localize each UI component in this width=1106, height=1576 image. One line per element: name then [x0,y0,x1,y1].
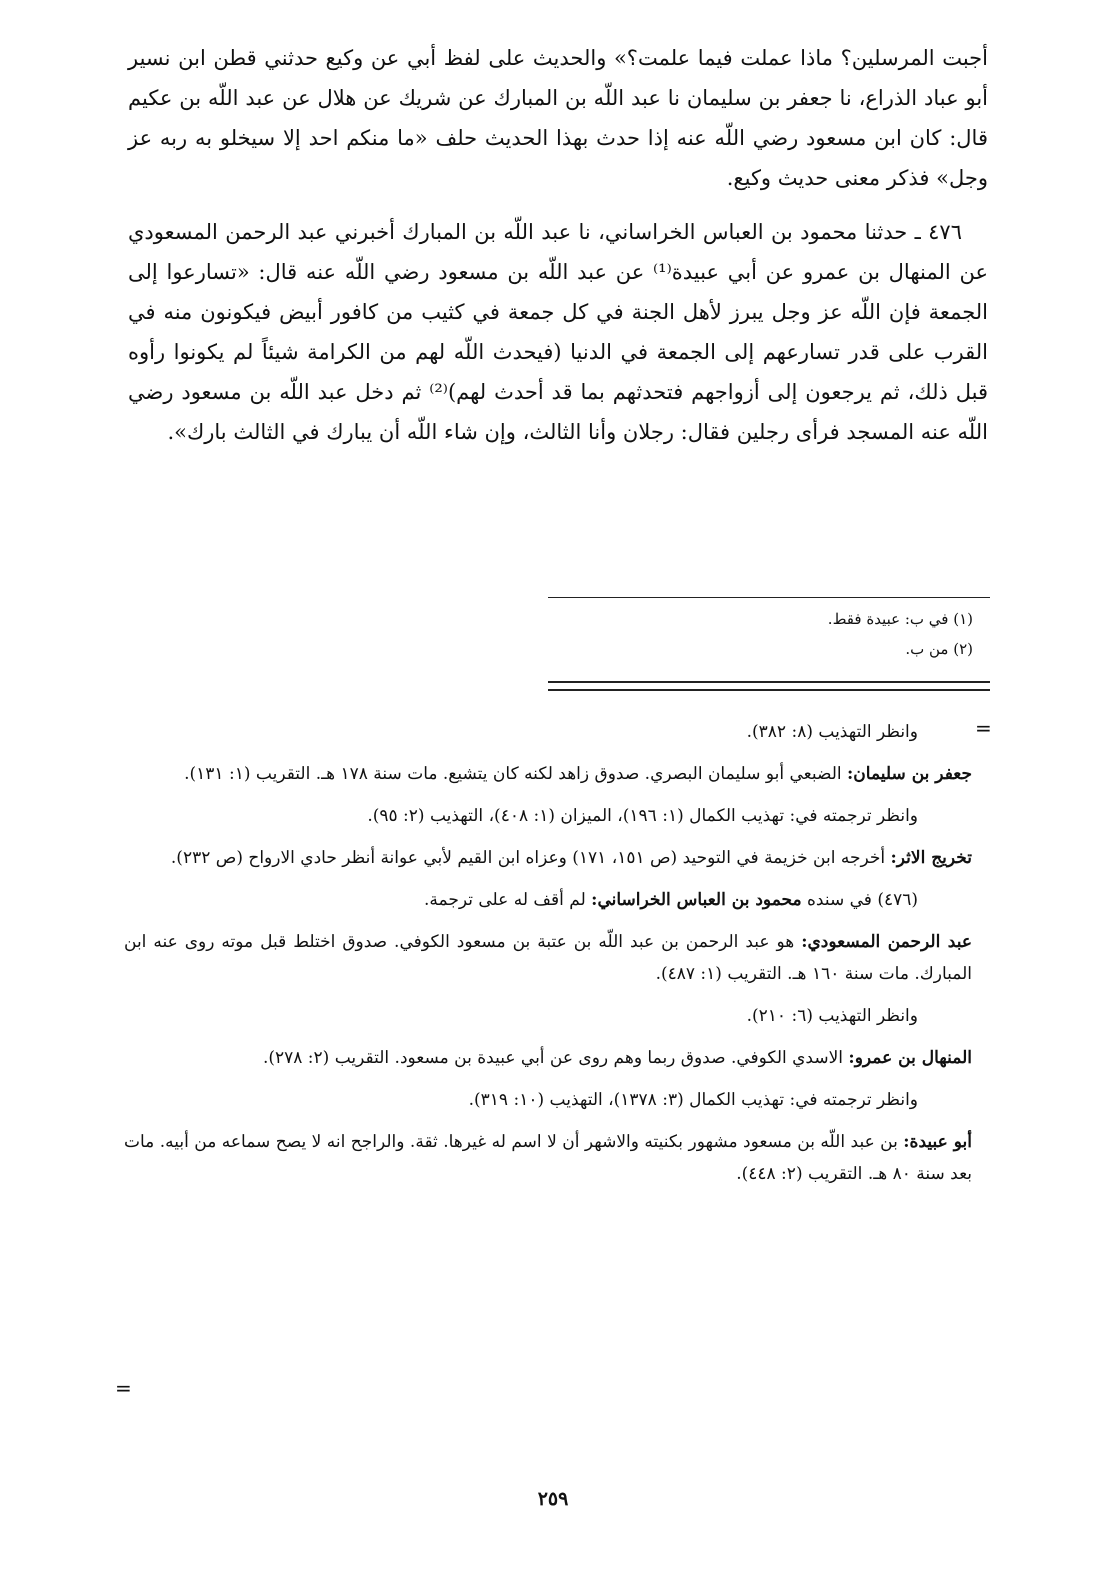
page-number: ٢٥٩ [537,1488,569,1510]
commentary-minhal: المنهال بن عمرو: الاسدي الكوفي. صدوق ربما وهم روى عن أبي عبيدة بن مسعود. التقريب (٢: ٢٧٨). [262,1048,972,1068]
narrator-name: جعفر بن سليمان: [847,764,972,784]
main-paragraph-1: أجبت المرسلين؟ ماذا عملت فيما علمت؟» والحديث على لفظ أبي عن وكيع حدثني قطن ابن نسير أبو عباد الذراع، نا جعفر بن سليمان نا عبد اللّه بن المبارك عن شريك عن هلال عن عبد اللّه بن عكيم قال: كان ابن مسعود رضي اللّه عنه إذا حدث بهذا الحديث حلف «ما منكم احد إلا سيخلو به ربه عز وجل» فذكر معنى حديث وكيع. [128,46,988,190]
takhrij-heading: تخريج الاثر: [890,848,972,868]
commentary-takhrij: تخريج الاثر: أخرجه ابن خزيمة في التوحيد (ص ١٥١، ١٧١) وعزاه ابن القيم لأبي عوانة أنظر حادي الارواح (ص ٢٣٢). [170,848,972,868]
continuation-marker-bottom: = [115,1376,132,1400]
commentary-line-1: وانظر التهذيب (٨: ٣٨٢). [746,722,918,742]
commentary-abu-ubayda: أبو عبيدة: بن عبد اللّه بن مسعود مشهور بكنيته والاشهر أن لا اسم له غيرها. ثقة. والراجح انه لا يصح سماعه من أبيه. مات بعد سنة ٨٠ هـ. التقريب (٢: ٤٤٨). [124,1132,972,1184]
commentary-minhal-refs: وانظر ترجمته في: تهذيب الكمال (٣: ١٣٧٨)، التهذيب (١٠: ٣١٩). [468,1090,918,1110]
narrator-name: أبو عبيدة: [903,1132,972,1152]
footnote-separator [548,597,990,598]
commentary [124,716,972,1200]
footnotes [548,604,973,664]
footnote-2: (٢) من ب. [905,640,973,658]
narrator-name: عبد الرحمن المسعودي: [801,932,972,952]
hadith-476: ٤٧٦ ـ حدثنا محمود بن العباس الخراساني، نا عبد اللّه بن المبارك أخبرني عبد الرحمن المسعودي عن المنهال بن عمرو عن أبي عبيدة⁽¹⁾ عن عبد اللّه بن مسعود رضي اللّه عنه قال: «تسارعوا إلى الجمعة فإن اللّه عز وجل يبرز لأهل الجنة في كل جمعة في كثيب من كافور أبيض فيكونون منه في القرب على قدر تسارعهم إلى الجمعة في الدنيا (فيحدث اللّه لهم من الكرامة شيئاً لم يكونوا رأوه قبل ذلك، ثم يرجعون إلى أزواجهم فتحدثهم بما قد أحدث لهم)⁽²⁾ ثم دخل عبد اللّه بن مسعود رضي اللّه عنه المسجد فرأى رجلين فقال: رجلان وأنا الثالث، وإن شاء اللّه أن يبارك في الثالث بارك». [128,220,988,444]
commentary-476: (٤٧٦) في سنده محمود بن العباس الخراساني: لم أقف له على ترجمة. [424,890,918,910]
narrator-name: محمود بن العباس الخراساني: [591,890,802,910]
narrator-name: المنهال بن عمرو: [848,1048,972,1068]
commentary-masudi: عبد الرحمن المسعودي: هو عبد الرحمن بن عبد اللّه بن عتبة بن مسعود الكوفي. صدوق اختلط قبل موته روى عنه ابن المبارك. مات سنة ١٦٠ هـ. التقريب (١: ٤٨٧). [124,932,972,984]
footnote-1: (١) في ب: عبيدة فقط. [827,610,973,628]
commentary-masudi-refs: وانظر التهذيب (٦: ٢١٠). [746,1006,918,1026]
commentary-jafar: جعفر بن سليمان: الضبعي أبو سليمان البصري. صدوق زاهد لكنه كان يتشيع. مات سنة ١٧٨ هـ. التقريب (١: ١٣١). [184,764,972,784]
main-text [128,38,988,452]
continuation-marker-top: = [975,716,992,740]
commentary-separator [548,681,990,691]
commentary-jafar-refs: وانظر ترجمته في: تهذيب الكمال (١: ١٩٦)، الميزان (١: ٤٠٨)، التهذيب (٢: ٩٥). [367,806,918,826]
